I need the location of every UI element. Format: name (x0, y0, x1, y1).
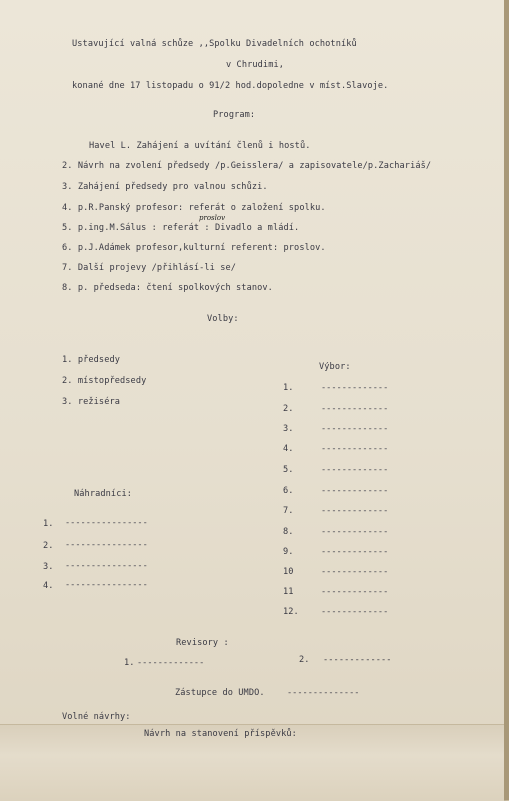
vybor-number: 1. (283, 383, 294, 393)
program-item: Havel L. Zahájení a uvítání členů i hostů. (89, 141, 311, 151)
vybor-number: 9. (283, 547, 294, 557)
title-line-2: v Chrudimi, (226, 60, 285, 70)
vybor-blank: ------------- (321, 607, 389, 617)
program-item: 4. p.R.Panský profesor: referát o založení spolku. (62, 203, 326, 213)
vybor-number: 4. (283, 444, 294, 454)
program-item: 3. Zahájení předsedy pro valnou schůzi. (62, 182, 268, 192)
vybor-heading: Výbor: (319, 362, 351, 372)
vybor-number: 3. (283, 424, 294, 434)
vybor-blank: ------------- (321, 506, 389, 516)
nahradnik-blank: ---------------- (65, 580, 148, 590)
vybor-blank: ------------- (321, 486, 389, 496)
program-item: 7. Další projevy /přihlásí-li se/ (62, 263, 237, 273)
nahradnici-heading: Náhradníci: (74, 489, 133, 499)
handwritten-correction: proslov (199, 214, 226, 222)
revisor-blank: ------------- (137, 658, 205, 668)
page-edge-shadow (504, 0, 509, 800)
zastupce-blank: -------------- (287, 688, 360, 698)
vybor-number: 5. (283, 465, 294, 475)
nahradnik-blank: ---------------- (65, 540, 148, 550)
vybor-blank: ------------- (321, 547, 389, 557)
nahradnik-number: 3. (43, 562, 54, 572)
vybor-blank: ------------- (321, 567, 389, 577)
vybor-blank: ------------- (321, 404, 389, 414)
volby-item: 2. místopředsedy (62, 376, 147, 386)
program-heading: Program: (213, 110, 256, 120)
vybor-blank: ------------- (321, 383, 389, 393)
volne-navrhy-label: Volné návrhy: (62, 712, 131, 722)
title-line-1: Ustavující valná schůze ,,Spolku Divadelních ochotníků (72, 39, 357, 49)
vybor-number: 2. (283, 404, 294, 414)
vybor-blank: ------------- (321, 465, 389, 475)
nahradnik-number: 4. (43, 581, 54, 591)
prispevky-label: Návrh na stanovení příspěvků: (144, 729, 297, 739)
vybor-blank: ------------- (321, 424, 389, 434)
nahradnik-number: 1. (43, 519, 54, 529)
revisory-heading: Revisory : (176, 638, 229, 648)
nahradnik-blank: ---------------- (65, 518, 148, 528)
vybor-number: 6. (283, 486, 294, 496)
program-item: 8. p. předseda: čtení spolkových stanov. (62, 283, 273, 293)
nahradnik-number: 2. (43, 541, 54, 551)
revisor-blank: ------------- (323, 655, 392, 665)
program-item: 5. p.ing.M.Sálus : referát : Divadlo a mládí. (62, 223, 300, 233)
vybor-number: 10 (283, 567, 294, 577)
volby-heading: Volby: (207, 314, 239, 324)
vybor-number: 12. (283, 607, 299, 617)
title-line-3: konané dne 17 listopadu o 91/2 hod.dopoledne v míst.Slavoje. (72, 81, 389, 91)
volby-item: 3. režiséra (62, 397, 121, 407)
vybor-blank: ------------- (321, 444, 389, 454)
vybor-blank: ------------- (321, 587, 389, 597)
vybor-number: 11 (283, 587, 294, 597)
volby-item: 1. předsedy (62, 355, 121, 365)
vybor-number: 8. (283, 527, 294, 537)
nahradnik-blank: ---------------- (65, 561, 148, 571)
revisor-number: 1. (124, 658, 135, 668)
vybor-number: 7. (283, 506, 294, 516)
program-item: 6. p.J.Adámek profesor,kulturní referent: proslov. (62, 243, 326, 253)
program-item: 2. Návrh na zvolení předsedy /p.Geisslera/ a zapisovatele/p.Zachariáš/ (62, 161, 432, 171)
zastupce-label: Zástupce do UMDO. (175, 688, 265, 698)
vybor-blank: ------------- (321, 527, 389, 537)
revisor-number: 2. (299, 655, 310, 665)
